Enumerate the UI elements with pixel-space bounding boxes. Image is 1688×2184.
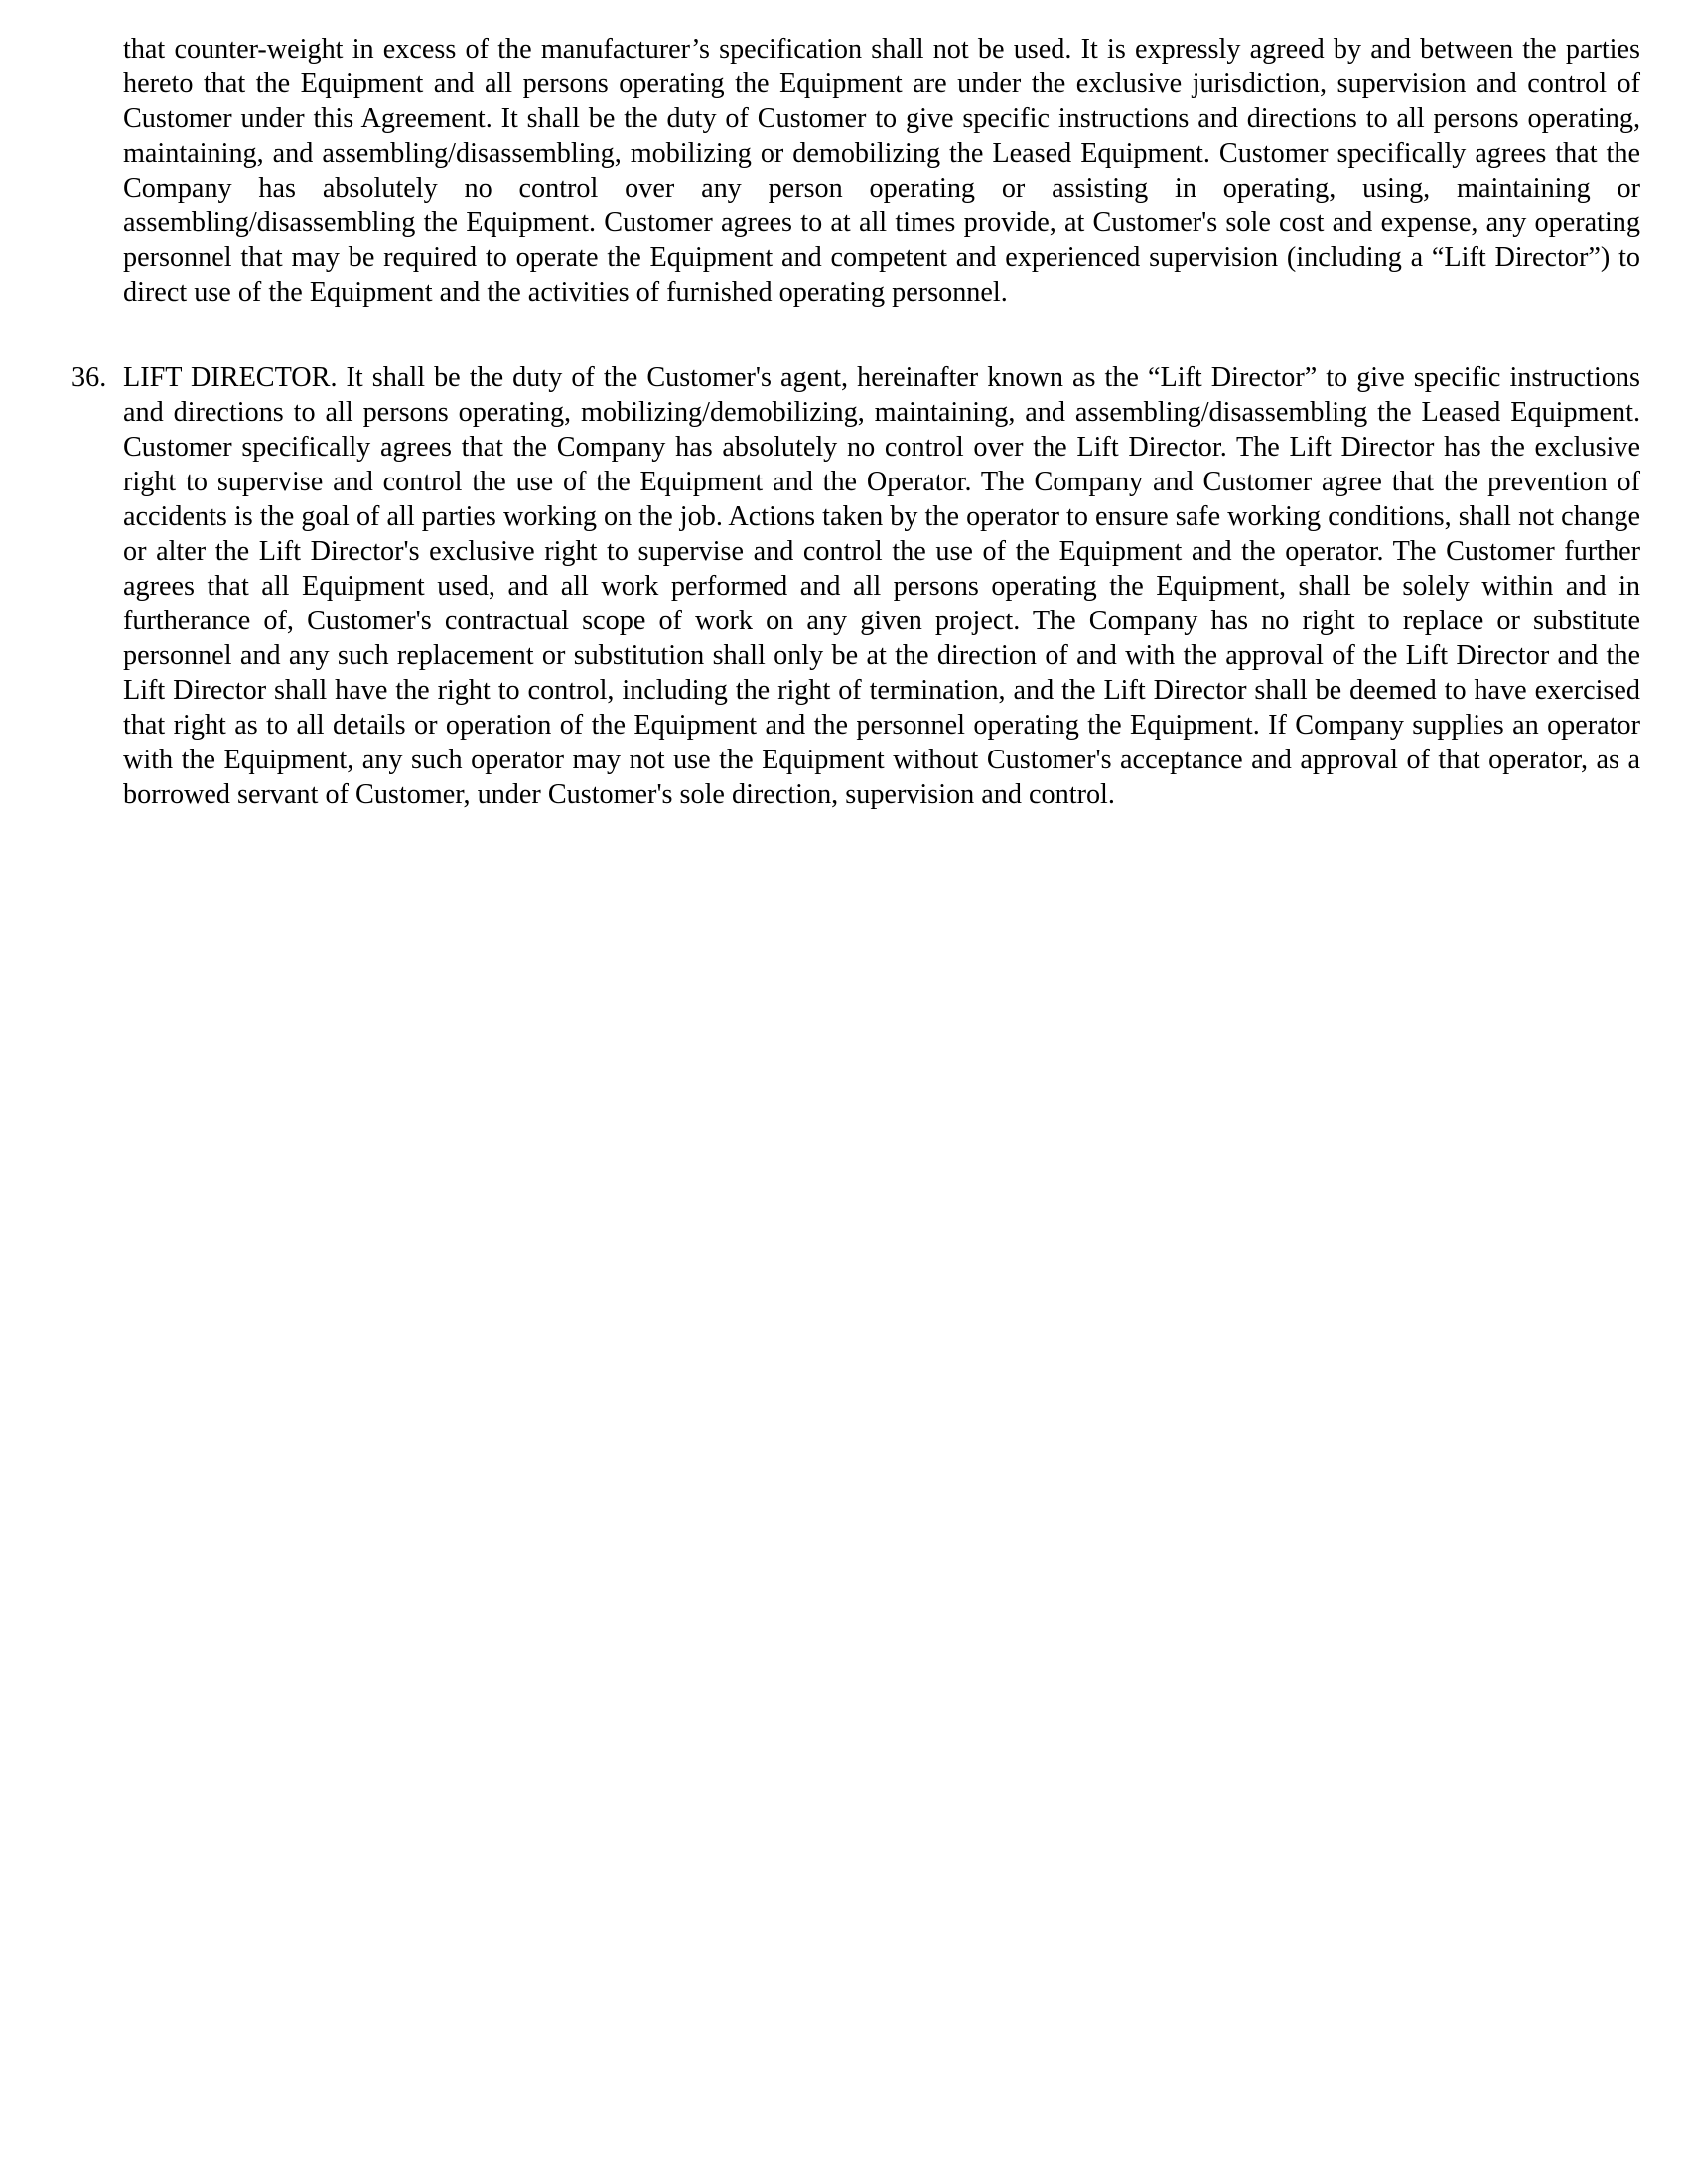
section-text: LIFT DIRECTOR. It shall be the duty of the Customer's agent, hereinafter known as the “Lift Director” to give specific instructions and directions to all persons operating, mobilizing/demobilizing, maintaining, and assembling/disassembling the Leased Equipment. Customer specifically agrees that the Company has absolutely no control over the Lift Director. The Lift Director has the exclusive right to supervise and control the use of the Equipment and the Operator. The Company and Customer agree that the prevention of accidents is the goal of all parties working on the job. Actions taken by the operator to ensure safe working conditions, shall not change or alter the Lift Director's exclusive right to supervise and control the use of the Equipment and the operator. The Customer further agrees that all Equipment used, and all work performed and all persons operating the Equipment, shall be solely within and in furtherance of, Customer's contractual scope of work on any given project. The Company has no right to replace or substitute personnel and any such replacement or substitution shall only be at the direction of and with the approval of the Lift Director and the Lift Director shall have the right to control, including the right of termination, and the Lift Director shall be deemed to have exercised that right as to all details or operation of the Equipment and the personnel operating the Equipment. If Company supplies an operator with the Equipment, any such operator may not use the Equipment without Customer's acceptance and approval of that operator, as a borrowed servant of Customer, under Customer's sole direction, supervision and control.	[123, 362, 1640, 810]
section-number: 36.	[71, 362, 107, 393]
section-36	[71, 360, 1640, 812]
continuation-paragraph: that counter-weight in excess of the manufacturer’s specification shall not be used. It is expressly agreed by and between the parties hereto that the Equipment and all persons operating the Equipment are under the exclusive jurisdiction, supervision and control of Customer under this Agreement. It shall be the duty of Customer to give specific instructions and directions to all persons operating, maintaining, and assembling/disassembling, mobilizing or demobilizing the Leased Equipment. Customer specifically agrees that the Company has absolutely no control over any person operating or assisting in operating, using, maintaining or assembling/disassembling the Equipment. Customer agrees to at all times provide, at Customer's sole cost and expense, any operating personnel that may be required to operate the Equipment and competent and experienced supervision (including a “Lift Director”) to direct use of the Equipment and the activities of furnished operating personnel.	[123, 34, 1640, 308]
